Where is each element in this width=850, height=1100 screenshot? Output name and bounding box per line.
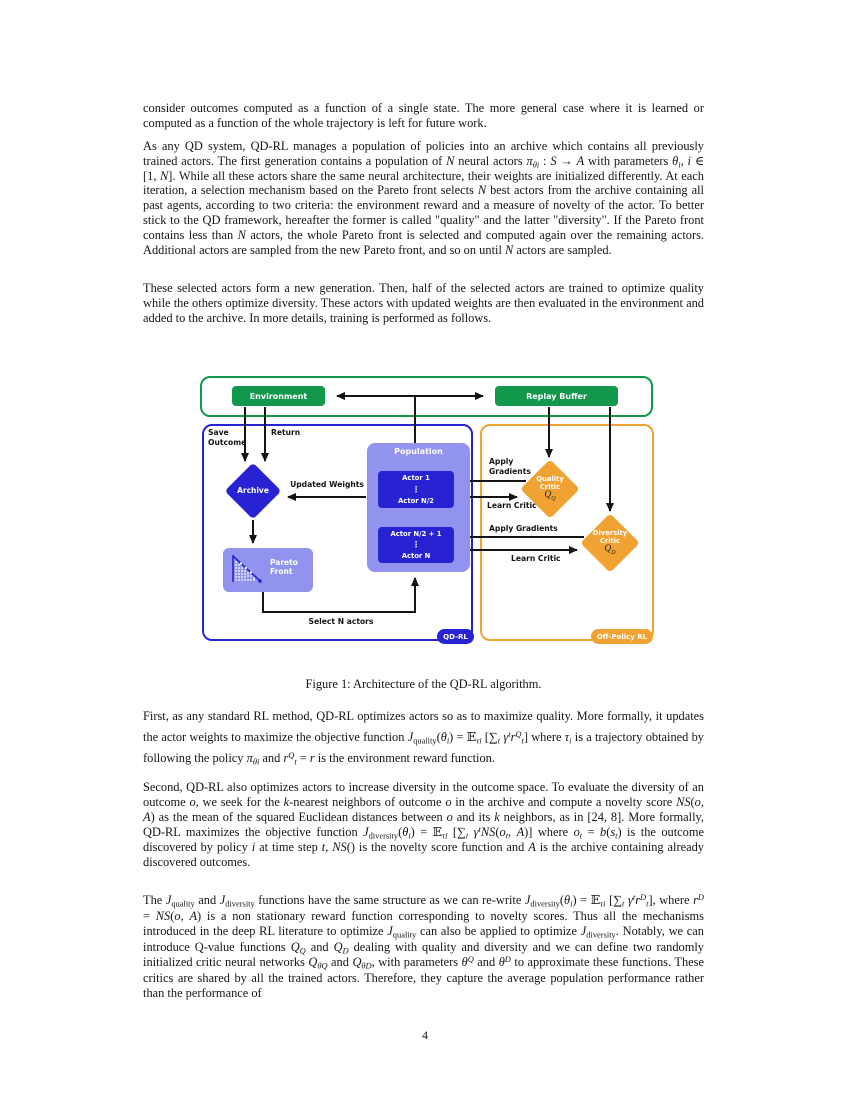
actor-n-label: Actor N [401,552,431,560]
paragraph-2: As any QD system, QD-RL manages a population of policies into an archive which contains all previously trained actors. The first generation contains a population of N neural actors $\pi_{\theta i}$ : S → A with parameters $\theta_i$, i ∈ [1, N]. While all these actors share the same neural architecture, their weights are initialized differently. At each iteration, a selection mechanism based on the Pareto front selects N best actors from the archive containing all past agents, according to two criteria: the environment reward and a measure of novelty of the actor. To better stick to the QD framework, hereafter the former is called "quality" and the latter "diversity". If the Pareto front contains less than N actors, the whole Pareto front is selected and computed again over the remaining actors. Additional actors are sampled from the new Pareto front, and so on until N actors are sampled. [143,139,704,257]
qdrl-badge: QD-RL [437,629,474,644]
archive-label: Archive [237,486,269,495]
paragraph-5: Second, QD-RL also optimizes actors to increase diversity in the outcome space. To evaluate the diversity of an outcome o, we seek for the k-nearest neighbors of outcome o in the archive and compute a novelty score NS(o, A) as the mean of the squared Euclidean distances between o and its k neighbors, as in [24, 8]. More formally, QD-RL maximizes the objective function $J_{diversity}(\theta_i)$ = 𝔼$_{\tau i}$ [$\sum_t$ $\gamma^tNS(o_t$, A)] where $o_t = b(s_t)$ is the outcome discovered by policy i at time step t, NS() is the novelty score function and A is the archive containing already discovered outcomes. [143,780,705,870]
actor-group-quality [378,471,454,508]
actor-n2-label: Actor N/2 [398,497,434,505]
q-quality-symbol: $Q_Q$ [544,490,556,502]
save-outcome-label: Save Outcome [208,428,247,447]
replay-buffer-node [495,386,618,406]
environment-label: Environment [249,391,308,401]
apply-gradients-quality-label: Apply Gradients [489,457,531,476]
learn-critic-diversity-label: Learn Critic [511,554,561,563]
updated-weights-label: Updated Weights [290,480,364,489]
paragraph-3: These selected actors form a new generation. Then, half of the selected actors are trained to optimize quality while the others optimize diversity. These actors with updated weights are then evaluated in the environment and added to the archive. In more details, training is performed as follows. [143,281,704,325]
diversity-critic-label: Diversity Critic $Q_D$ [582,529,638,557]
select-n-actors-label: Select N actors [308,617,374,626]
pareto-front-box [223,548,313,592]
paragraph-1: consider outcomes computed as a function of a single state. The more general case where it is learned or computed as a function of the whole trajectory is left for future work. [143,101,704,130]
environment-node [232,386,325,406]
actor-n21-label: Actor N/2 + 1 [390,530,442,538]
return-label: Return [271,428,301,437]
population-box [367,443,470,572]
q-diversity-symbol: $Q_D$ [604,544,616,556]
quality-critic-label: Quality Critic $Q_Q$ [522,475,578,503]
actor-1-label: Actor 1 [402,474,430,482]
pareto-front-label: Pareto Front [270,558,298,576]
ellipsis-icon: ⋮ [412,540,420,549]
actor-group-diversity [378,527,454,563]
paragraph-4: First, as any standard RL method, QD-RL optimizes actors so as to maximize quality. More formally, it updates the actor weights to maximize the objective function $J_{quality}(\theta_i)$ = 𝔼$_{\tau i}$ [$\sum_t$ $\gamma^tr^Q_t$] where $\tau_i$ is a trajectory obtained by following the policy $\pi_{\theta i}$ and $r^Q_t = r$ is the environment reward function. [143,709,704,767]
figure-caption: Figure 1: Architecture of the QD-RL algorithm. [305,677,542,691]
ellipsis-icon: ⋮ [412,484,420,494]
population-label: Population [394,447,443,456]
learn-critic-quality-label: Learn Critic [487,501,537,510]
figure-1-diagram [200,373,656,653]
page-number: 4 [422,1028,428,1042]
pareto-plot-icon [228,552,266,588]
paragraph-6: The $J_{quality}$ and $J_{diversity}$ functions have the same structure as we can re-write $J_{diversity}(\theta_i)$ = 𝔼$_{\tau i}$ [$\sum_t$ $\gamma^tr^D_t$], where $r^D = NS(o$, A) is a non stationary reward function corresponding to novelty scores. Thus all the mechanisms introduced in the deep RL literature to optimize $J_{quality}$ can also be applied to optimize $J_{diversity}$. Notably, we can introduce Q-value functions $Q_Q$ and $Q_D$ dealing with quality and diversity and we can define two randomly initialized critic neural networks $Q_{\theta Q}$ and $Q_{\theta D}$, with parameters $\theta^Q$ and $\theta^D$ to approximate these functions. These critics are shared by all the trained actors. Therefore, they capture the average population performance rather than the performance of [143,892,705,1000]
offpolicy-badge: Off-Policy RL [591,629,653,644]
replay-buffer-label: Replay Buffer [526,391,587,401]
apply-gradients-diversity-label: Apply Gradients [489,524,558,533]
